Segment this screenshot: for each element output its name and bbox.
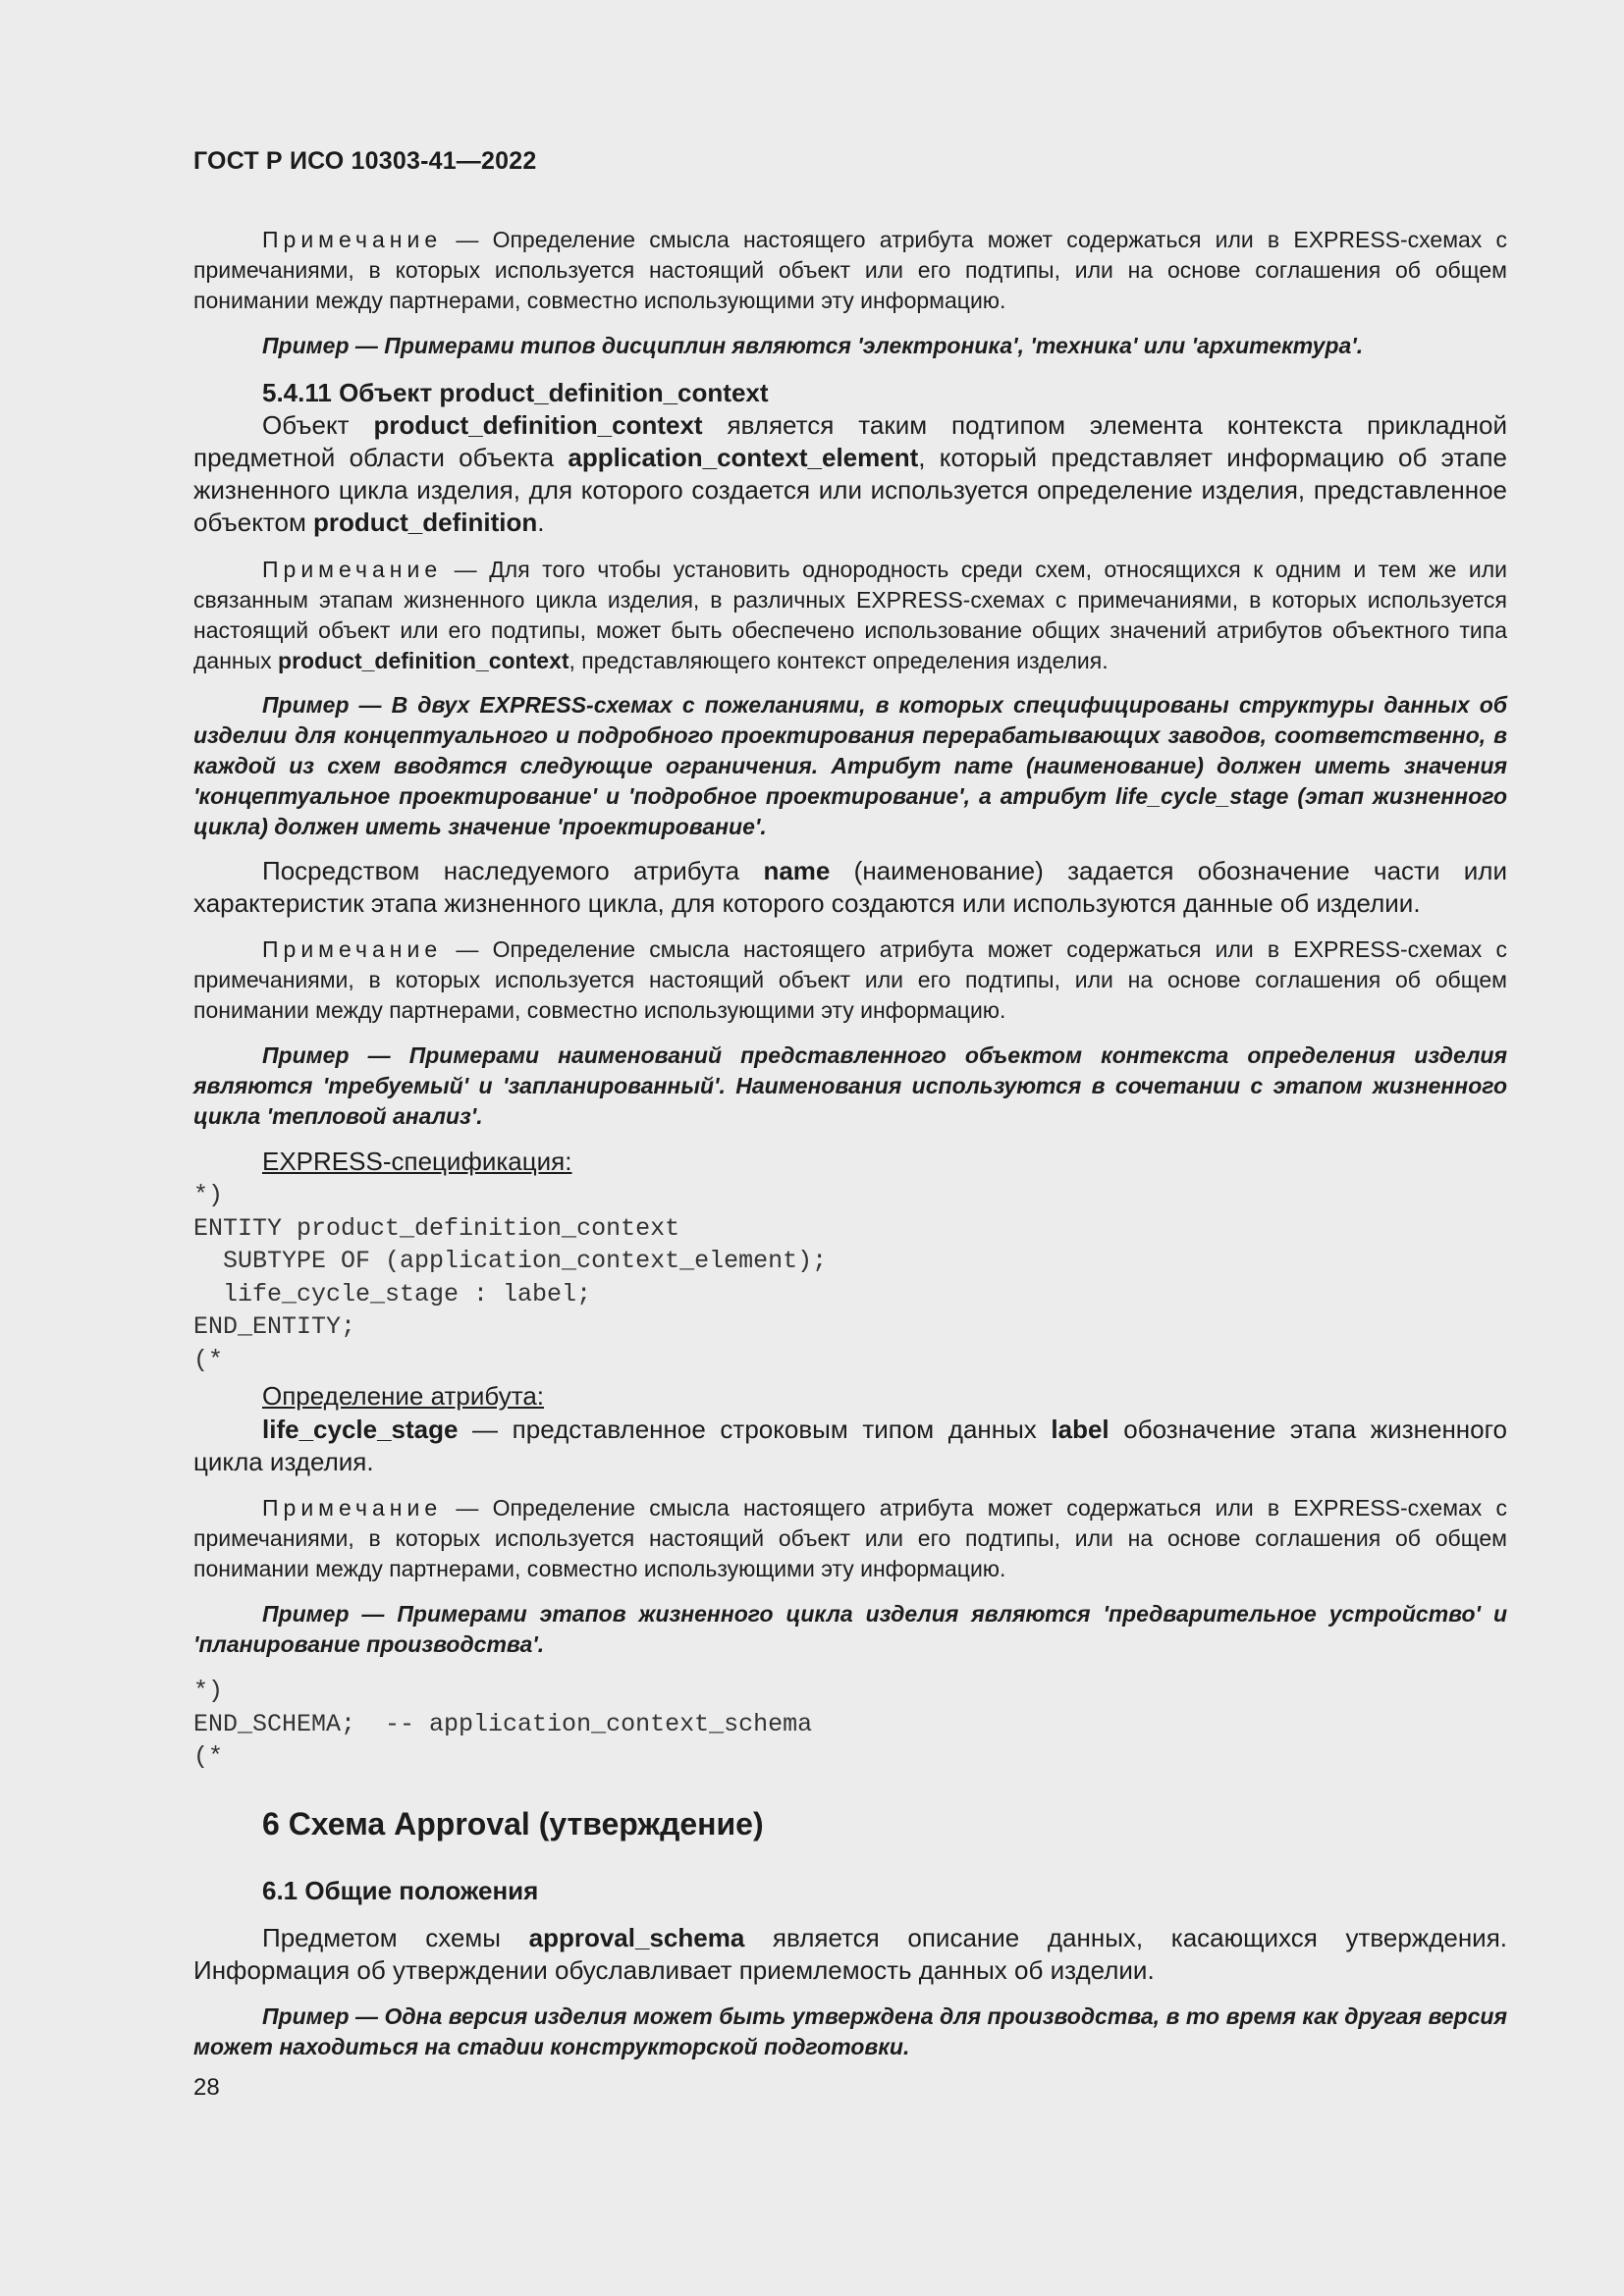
paragraph-4: Предметом схемы approval_schema является описание данных, касающихся утверждения. Информация об утверждении обуславливает приемлемость данных об изделии. <box>193 1923 1508 1985</box>
example-2: Пример — В двух EXPRESS-схемах с пожеланиями, в которых специфицированы структуры данных об изделии для концептуального и подробного проектирования перерабатывающих заводов, соответственно, в каждой из схем вводятся следующие ограничения. Атрибут name (наименование) должен иметь значения 'концептуальное проектирование' и 'подробное проектирование', а атрибут life_cycle_stage (этап жизненного цикла) должен иметь значение 'проектирование'. <box>193 692 1507 839</box>
section-5-4-11-heading: 5.4.11 Объект product_definition_context <box>262 378 769 407</box>
section-6-1-heading: 6.1 Общие положения <box>262 1876 539 1905</box>
note-2: Примечание — Для того чтобы установить однородность среди схем, относящихся к одним и тем же или связанным этапам жизненного цикла изделия, в различных EXPRESS-схемах с примечаниями, в которых используется настоящий объект или его подтипы, может быть обеспечено использование общих значений атрибутов объектного типа данных product_definition_context, представляющего контекст определения изделия. <box>193 557 1507 673</box>
paragraph-1: Объект product_definition_context является таким подтипом элемента контекста прикладной предметной области объекта application_context_element, который представляет информацию об этапе жизненного цикла изделия, для которого создается или используется определение изделия, представленное объектом product_definition. <box>193 410 1507 537</box>
example-3: Пример — Примерами наименований представленного объектом контекста определения изделия являются 'требуемый' и 'запланированный'. Наименования используются в сочетании с этапом жизненного цикла 'тепловой анализ'. <box>193 1042 1507 1129</box>
express-code-block-1: *) ENTITY product_definition_context SUBTYPE OF (application_context_element); life_cycle_stage : label; END_ENTITY; (* <box>193 1181 828 1374</box>
express-code-block-2: *) END_SCHEMA; -- application_context_schema (* <box>193 1677 813 1771</box>
paragraph-2: Посредством наследуемого атрибута name (наименование) задается обозначение части или характеристик этапа жизненного цикла, для которого создаются или используются данные об изделии. <box>193 856 1507 918</box>
example-4: Пример — Примерами этапов жизненного цикла изделия являются 'предварительное устройство' и 'планирование производства'. <box>193 1601 1507 1657</box>
example-5: Пример — Одна версия изделия может быть утверждена для производства, в то время как другая версия может находиться на стадии конструкторской подготовки. <box>193 2003 1507 2059</box>
paragraph-3: life_cycle_stage — представленное строковым типом данных label обозначение этапа жизненного цикла изделия. <box>193 1415 1507 1476</box>
section-6-heading: 6 Схема Approval (утверждение) <box>262 1806 764 1842</box>
express-spec-label: EXPRESS-спецификация: <box>262 1147 572 1176</box>
note-3: Примечание — Определение смысла настоящего атрибута может содержаться или в EXPRESS-схемах с примечаниями, в которых используется настоящий объект или его подтипы, или на основе соглашения об общем понимании между партнерами, совместно использующими эту информацию. <box>193 936 1508 1023</box>
document-header: ГОСТ Р ИСО 10303-41—2022 <box>193 147 537 175</box>
attribute-definition-label: Определение атрибута: <box>262 1381 545 1411</box>
example-1: Пример — Примерами типов дисциплин являются 'электроника', 'техника' или 'архитектура'. <box>262 333 1364 358</box>
note-4: Примечание — Определение смысла настоящего атрибута может содержаться или в EXPRESS-схемах с примечаниями, в которых используется настоящий объект или его подтипы, или на основе соглашения об общем понимании между партнерами, совместно использующими эту информацию. <box>193 1495 1508 1581</box>
note-1: Примечание — Определение смысла настоящего атрибута может содержаться или в EXPRESS-схемах с примечаниями, в которых используется настоящий объект или его подтипы, или на основе соглашения об общем понимании между партнерами, совместно использующими эту информацию. <box>193 227 1508 313</box>
page-number: 28 <box>193 2074 220 2101</box>
